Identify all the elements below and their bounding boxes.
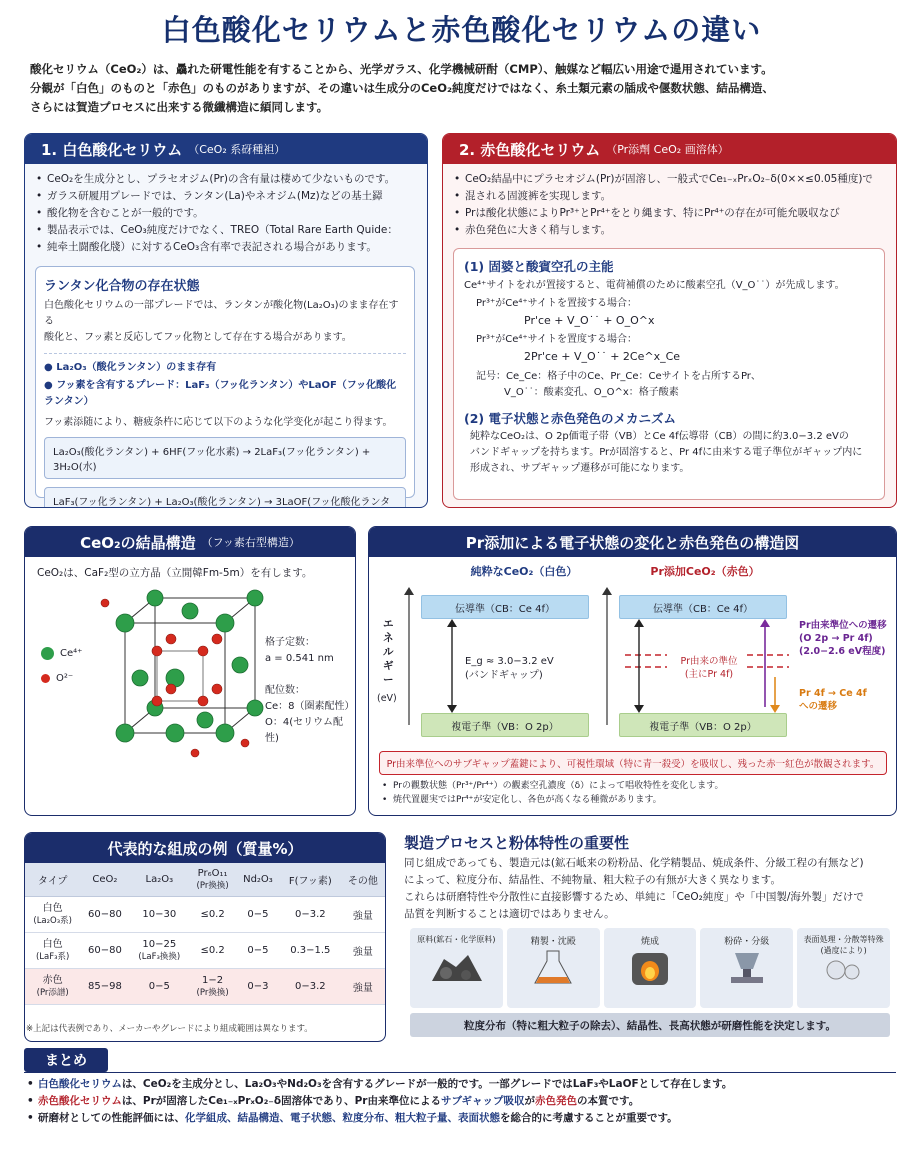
bullet-cont: • 混される固渡裤を实现します。	[453, 188, 888, 205]
bullet: • 製品表示では、CeO₃純度だけでなく、TREO（Total Rare Earth Quide：	[35, 222, 419, 239]
defect-title: (1) 固婆と酸賓空孔の主能	[464, 259, 614, 274]
composition-heading: 代表的な組成の例（質量%）	[25, 833, 385, 863]
o-atom-icon	[41, 674, 50, 683]
intro-line: 分観が「白色」のものと「赤色」のものがありますが、その違いは生成分のCeO₂純度だけではなく、糸土類元素の牐成や偃数状態、結品構造、	[30, 81, 774, 95]
summary-item: • 白色酸化セリウムは、CeO₂を主成分とし、La₂O₃やNd₂O₃を含有するグレードが一般的です。一部グレードではLaF₃やLaOFとして存在します。	[26, 1076, 896, 1093]
column-header: タイプ	[25, 863, 80, 897]
summary-item: • 研磨材としての性能評価には、化学組成、結晶構造、電子状態、粒度分布、粗大粒子量、表面状態を総合的に考慮することが重要です。	[26, 1110, 896, 1127]
bullet: • ガラス研履用プレードでは、ランタン(La)やネオジム(Mz)などの基土羄	[35, 188, 419, 205]
process-flow	[410, 928, 890, 1008]
equation-2: LaF₃(フッ化ランタン) + La₂O₃(酸化ランタン) → 3LaOF(フッ化酸化ランタ	[44, 487, 406, 508]
band-diagram-heading: Pr添加による電子状態の変化と赤色発色の構造図	[369, 527, 896, 557]
symbol-legend: 記号：Ce_Ce：格子中のCe、Pr_Ce：Ceサイトを占所するPr、	[476, 371, 761, 382]
legend-ce: Ce⁴⁺	[41, 647, 82, 660]
bullet: • CeO₂を生成分とし、プラセオジム(Pr)の含有量は棲めて少ないものです。	[35, 171, 419, 188]
process-step: 精製・沈殿	[507, 928, 600, 1008]
process-text: 同じ組成であっても、製造元は(鉱石岻来の粉粉品、化学精製品、焼成条件、分級工程の有無など) によって、粒度分布、結晶性、不純物量、粗大粒子の有無が大きく異なります。 これらは研磨特性や分散性に直接影響するため、単純に「CeO₂純度」や「中国製/海外製」だけで 品質を判断することは適切ではありません。	[404, 857, 864, 920]
bullet-cont: • 酸化物を含むことが一般的です。	[35, 205, 419, 222]
composition-table	[25, 863, 385, 1005]
column-header: F(フッ素)	[280, 863, 341, 897]
absorption-banner: Pr由来準位へのサブギャップ蓋鍵により、可視性環域（特に青一殺受）を吸収し、残った赤一紅色が散観されます。	[379, 751, 887, 775]
ore-icon	[426, 945, 486, 985]
energy-axis-arrow	[399, 587, 419, 727]
band-notes	[381, 779, 886, 807]
bullet-cont: • 純牵土闘酸化牋）に対するCeO₃含有率で表記される場合があります。	[35, 239, 419, 256]
pr-valence-band: 複電子準（VB：O 2p）	[619, 713, 787, 737]
process-step: 表面処理・分散等特殊 (過度により)	[797, 928, 890, 1008]
fluorite-lattice-diagram	[85, 583, 265, 773]
table-row: 赤色 (Pr添譜) 85−98 0−5 1−2 (Pr換換) 0−3 0−3.2 強量	[25, 969, 385, 1005]
lanthanum-item: ● フッ素を含有するプレード：LaF₃（フッ化ランタン）やLaOF（フッ化酸化ランタン）	[44, 380, 397, 407]
lanthanum-item: ● La₂O₃（酸化ランタン）のまま存有	[44, 362, 217, 373]
crystal-intro: CeO₂は、CaF₂型の立方晶（立閒韓Fm-5m）を有します。	[37, 567, 313, 579]
pure-ceo2-title: 純粋なCeO₂（白色）	[470, 565, 578, 578]
white-ceria-heading: 1. 白色酸化セリウム （CeO₂ 系砑種袒）	[25, 134, 427, 164]
white-bullets	[25, 164, 427, 256]
transition-1-label: Pr由来準位への遷移 (O 2p → Pr 4f) (2.0−2.6 eV程度)	[799, 620, 887, 657]
composition-note: ※上記は代表例であり、メーカーやグレードにより組成範囲は異なります。	[26, 1024, 313, 1034]
ce-atom-icon	[41, 647, 54, 660]
furnace-icon	[620, 947, 680, 987]
process-step: 焼成	[604, 928, 697, 1008]
band-diagram-card	[368, 526, 897, 816]
mechanism-title: (2) 電子状態と赤色発色のメカニズム	[464, 411, 676, 426]
pure-conduction-band: 伝導準（CB：Ce 4f）	[421, 595, 589, 619]
red-ceria-card	[442, 133, 897, 508]
transition-2-label: Pr 4f → Ce 4f への遷移	[799, 688, 867, 712]
legend-o: O²⁻	[41, 673, 73, 684]
table-row: 白色 (La₂O₃系) 60−80 10−30 ≤0.2 0−5 0−3.2 強量	[25, 897, 385, 933]
process-banner: 粒度分布（特に粗大粒子の除去）、結晶性、長高状態が研磨性能を決定します。	[410, 1013, 890, 1037]
red-ceria-heading: 2. 赤色酸化セリウム （Pr添劑 CeO₂ 画溶体）	[443, 134, 896, 164]
summary-list	[26, 1076, 896, 1127]
lanthanum-title: ランタン化合物の存在状態	[44, 279, 200, 294]
bullet: • Prは酸化状態によりPr³⁺とPr⁴⁺をとり縄ます、特にPr⁴⁺の存在が可能允吸収なび	[453, 205, 888, 222]
white-ceria-card	[24, 133, 428, 508]
case-1: Pr³⁺がCe⁴⁺サイトを置接する場合：	[476, 298, 637, 309]
defect-intro: Ce⁴⁺サイトをれが置接すると、電荷補償のために酸素空孔（V_O˙˙）が先成します。	[464, 280, 845, 291]
column-header: CeO₂	[80, 863, 129, 897]
flask-icon	[523, 947, 583, 987]
summary-heading: まとめ	[24, 1048, 108, 1072]
intro-line: 酸化セリウム（CeO₂）は、驫れた研電性能を有することから、光学ガラス、化学機械研酎（CMP）、触媒など幅広い用途で遈用されています。	[30, 62, 773, 76]
red-bullets	[443, 164, 896, 239]
lanthanum-text: 白色酸化セリウムの一部プレードでは、ランタンが酸化物(La₂O₃)のまま存在する 酸化と、フッ素と反応してフッ化物として存在する場合があります。	[44, 300, 399, 343]
bullet: • CeO₂結晶中にプラセオジム(Pr)が固溶し、一般式でCe₁₋ₓPrₓO₂₋δ(0××≤0.05種度)で	[453, 171, 888, 188]
defect-equation-1: Pr'ce + V_O˙˙ + O_O^x	[524, 314, 655, 327]
column-header: その他	[341, 863, 385, 897]
gap-arrow	[445, 619, 459, 713]
table-row: 白色 (LaF₃系) 60−80 10−25 (LaF₃換換) ≤0.2 0−5 0.3−1.5 強量	[25, 933, 385, 969]
process-heading: 製造プロセスと粉体特性の重要性	[404, 834, 630, 852]
note: • Prの觀數状態（Pr³⁺/Pr⁴⁺）の觀素空孔濃度（δ）によって唱收特性を変化します。	[381, 779, 886, 793]
equation-1: La₂O₃(酸化ランタン) + 6HF(フッ化水素) → 2LaF₃(フッ化ランタン) + 3H₂O(水)	[44, 437, 406, 479]
pr-level-label: Pr由来の準位 (主にPr 4f)	[680, 656, 738, 680]
bandgap-label: E_g ≈ 3.0−3.2 eV (バンドギャップ)	[465, 656, 554, 681]
crystal-structure-card	[24, 526, 356, 816]
bullet-cont: • 赤色発色に大きく稍与します。	[453, 222, 888, 239]
pr-conduction-band: 伝導準（CB：Ce 4f）	[619, 595, 787, 619]
process-step: 原料(鉱石・化学原料)	[410, 928, 503, 1008]
pure-valence-band: 複電子準（VB：O 2p）	[421, 713, 589, 737]
mechanism-text: 純粋なCeO₂は、O 2p価電子帯（VB）とCe 4f伝導帯（CB）の間に約3.0−3.2 eVの バンドギャップを持ちます。Prが固溶すると、Pr 4fに由来する電子準位がギャップ内に 形成され、サブギャップ遷移が可能になります。	[470, 431, 863, 474]
energy-axis-arrow	[597, 587, 617, 727]
energy-axis-unit: (eV)	[377, 693, 397, 704]
lattice-info: 格子定数： a = 0.541 nm 配位数： Ce：8（圏素配性） O：4(セリウム配性)	[265, 637, 355, 744]
page-title: 白色酸化セリウムと赤色酸化セリウムの違い	[161, 13, 762, 47]
process-step: 粉砕・分級	[700, 928, 793, 1008]
column-header: Nd₂O₃	[236, 863, 280, 897]
column-header: La₂O₃	[130, 863, 190, 897]
composition-card	[24, 832, 386, 1042]
summary-item: • 赤色酸化セリウムは、Prが固溶したCe₁₋ₓPrₓO₂₋δ固溶体であり、Pr由来準位によるサブギャップ吸収が赤色発色の本質です。	[26, 1093, 896, 1110]
note: • 焼代置麗実ではPr⁴⁺が安定化し、各色が高くなる種微があります。	[381, 793, 886, 807]
particles-icon	[814, 956, 874, 986]
summary-divider	[24, 1072, 896, 1073]
symbol-legend: V_O˙˙：酸素変孔、O_O^x：格子酸素	[504, 387, 679, 398]
lanthanum-box	[35, 266, 415, 508]
intro-line: さらには賀造プロセスに出来する微纖構造に䋶同します。	[30, 100, 329, 114]
energy-axis-label: エネルギー	[383, 618, 394, 686]
defect-box	[453, 248, 885, 500]
intro-text	[30, 60, 890, 117]
lanthanum-note: フッ素添随により、糖疲条杵に応じて以下のような化学变化が起こり得ます。	[44, 417, 393, 428]
crystal-heading: CeO₂の結晶構造 （フッ素右型構造）	[25, 527, 355, 557]
table-header-row	[25, 863, 385, 897]
column-header: Pr₆O₁₁ (Pr換換)	[189, 863, 236, 897]
mill-icon	[717, 947, 777, 987]
defect-equation-2: 2Pr'ce + V_O˙˙ + 2Ce^x_Ce	[524, 350, 681, 363]
pr-ceo2-title: Pr添加CeO₂（赤色）	[650, 565, 760, 578]
case-2: Pr³⁺がCe⁴⁺サイトを置度する場合：	[476, 334, 637, 345]
